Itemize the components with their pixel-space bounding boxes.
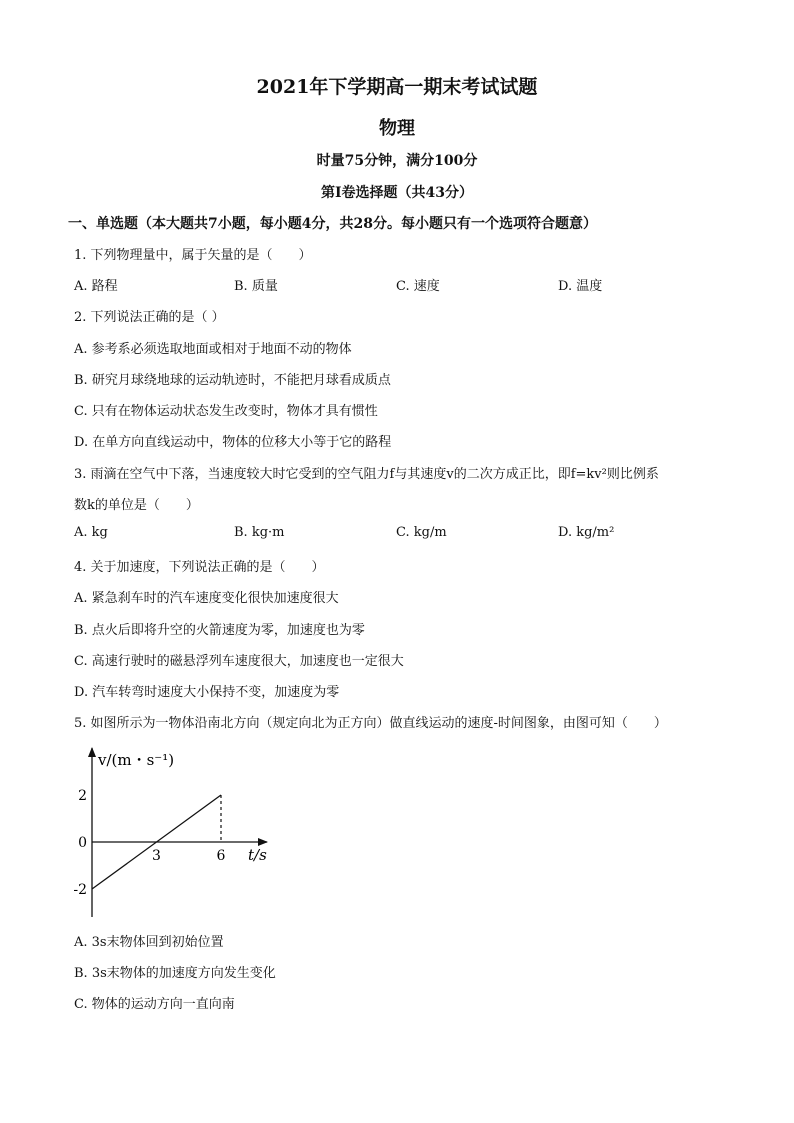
q1-option-c: C. 速度 [396,279,440,294]
q4-option-d: D. 汽车转弯时速度大小保持不变，加速度为零 [74,685,340,700]
section-heading: 一、单选题（本大题共7小题，每小题4分，共28分。每小题只有一个选项符合题意） [68,216,597,232]
q2-option-c: C. 只有在物体运动状态发生改变时，物体才具有惯性 [74,404,378,419]
q3-option-b: B. kg·m [234,525,285,540]
q4-option-a: A. 紧急刹车时的汽车速度变化很快加速度很大 [74,591,339,606]
q5-option-a: A. 3s末物体回到初始位置 [74,935,224,950]
q4-stem: 4. 关于加速度，下列说法正确的是（ ） [74,560,325,575]
x-axis-label: t/s [248,846,267,864]
y-tick-neg2: -2 [73,882,87,898]
q2-stem: 2. 下列说法正确的是（ ） [74,310,225,325]
x-tick-3: 3 [152,848,161,864]
q5-option-b: B. 3s末物体的加速度方向发生变化 [74,966,276,981]
q5-option-c: C. 物体的运动方向一直向南 [74,997,235,1012]
q1-option-d: D. 温度 [558,279,603,294]
q2-option-b: B. 研究月球绕地球的运动轨迹时，不能把月球看成质点 [74,373,391,388]
y-axis-label: v/(m・s⁻¹) [98,751,175,769]
q1-option-b: B. 质量 [234,279,278,294]
q3-stem-line1: 3. 雨滴在空气中下落，当速度较大时它受到的空气阻力f与其速度v的二次方成正比，即f=kv²则比例系 [74,467,659,482]
q3-option-a: A. kg [74,525,108,540]
y-tick-2: 2 [78,788,87,804]
subject-title: 物理 [379,118,415,139]
q5-stem: 5. 如图所示为一物体沿南北方向（规定向北为正方向）做直线运动的速度-时间图象，由图可知（ ） [74,716,667,731]
q3-stem-line2: 数k的单位是（ ） [74,498,199,513]
q2-option-d: D. 在单方向直线运动中，物体的位移大小等于它的路程 [74,435,392,450]
q4-option-b: B. 点火后即将升空的火箭速度为零，加速度也为零 [74,623,365,638]
exam-info: 时量75分钟，满分100分 [316,153,478,169]
x-tick-6: 6 [216,848,226,864]
q1-option-a: A. 路程 [74,279,118,294]
q1-stem: 1. 下列物理量中，属于矢量的是（ ） [74,248,312,263]
q3-option-c: C. kg/m [396,525,447,540]
q2-option-a: A. 参考系必须选取地面或相对于地面不动的物体 [74,342,352,357]
exam-title: 2021年下学期高一期末考试试题 [256,76,538,98]
q3-option-d: D. kg/m² [558,525,615,540]
part-title: 第I卷选择题（共43分） [320,185,474,201]
y-tick-0: 0 [78,835,87,851]
q4-option-c: C. 高速行驶时的磁悬浮列车速度很大，加速度也一定很大 [74,654,404,669]
velocity-time-graph [60,742,290,922]
